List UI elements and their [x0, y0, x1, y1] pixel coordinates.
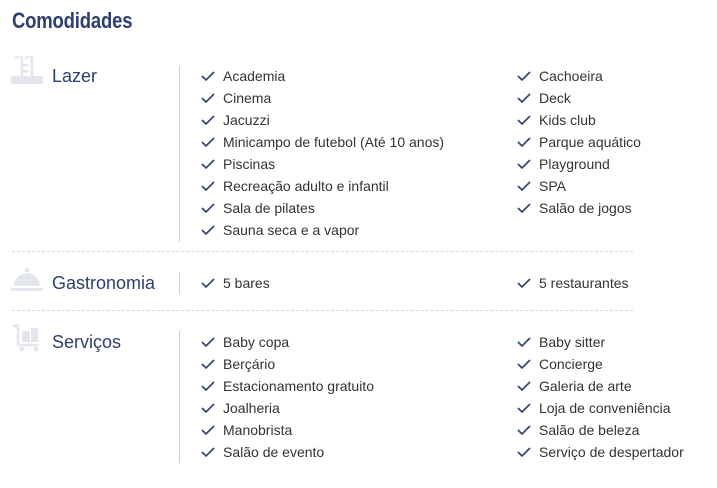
section-separator [12, 251, 633, 252]
amenity-list-right [517, 272, 629, 294]
list-item [517, 197, 641, 219]
check-icon [517, 358, 531, 370]
pool-ladder-icon [11, 56, 43, 84]
list-item [201, 419, 374, 441]
check-icon [517, 180, 531, 192]
amenity-name: Sala de pilates [223, 200, 315, 216]
list-item [517, 131, 641, 153]
food-cloche-icon [11, 265, 43, 293]
category-label-servicos: Serviços [52, 332, 122, 352]
list-item [201, 272, 270, 294]
amenity-name: Salão de beleza [539, 422, 640, 438]
amenity-name: 5 bares [223, 275, 270, 291]
list-item [517, 65, 641, 87]
list-item [201, 197, 444, 219]
list-item [517, 153, 641, 175]
check-icon [201, 136, 215, 148]
check-icon [517, 70, 531, 82]
amenity-list-left [201, 331, 374, 463]
check-icon [517, 202, 531, 214]
amenity-name: Playground [539, 156, 610, 172]
check-icon [201, 358, 215, 370]
amenity-list-right [517, 65, 641, 219]
list-item [201, 375, 374, 397]
check-icon [517, 92, 531, 104]
amenity-list-left [201, 272, 270, 294]
amenity-name: Salão de jogos [539, 200, 632, 216]
amenity-list-left [201, 65, 444, 241]
amenity-name: Cachoeira [539, 68, 603, 84]
amenity-name: 5 restaurantes [539, 275, 629, 291]
luggage-cart-icon [11, 324, 43, 352]
check-icon [517, 114, 531, 126]
check-icon [517, 136, 531, 148]
amenity-name: Galeria de arte [539, 378, 632, 394]
check-icon [201, 92, 215, 104]
list-item [517, 175, 641, 197]
amenity-name: Baby sitter [539, 334, 606, 350]
amenity-name: Cinema [223, 90, 272, 106]
check-icon [517, 402, 531, 414]
check-icon [517, 277, 531, 289]
amenity-name: Recreação adulto e infantil [223, 178, 389, 194]
list-item [201, 441, 374, 463]
check-icon [201, 114, 215, 126]
list-item [201, 397, 374, 419]
amenity-name: Academia [223, 68, 286, 84]
list-item [201, 175, 444, 197]
list-item [201, 219, 444, 241]
list-item [517, 441, 684, 463]
list-item [517, 397, 684, 419]
list-item [517, 109, 641, 131]
amenity-name: Deck [539, 90, 571, 106]
amenity-name: Serviço de despertador [539, 444, 684, 460]
amenity-name: Jacuzzi [223, 112, 270, 128]
check-icon [201, 402, 215, 414]
amenity-name: Berçário [223, 356, 276, 372]
list-item [201, 87, 444, 109]
category-label-gastronomia: Gastronomia [52, 273, 156, 293]
list-item [201, 65, 444, 87]
amenity-name: Piscinas [223, 156, 276, 172]
check-icon [201, 446, 215, 458]
amenity-name: Minicampo de futebol (Até 10 anos) [223, 134, 445, 150]
check-icon [201, 158, 215, 170]
amenity-name: Manobrista [223, 422, 293, 438]
list-item [517, 375, 684, 397]
list-item [201, 109, 444, 131]
check-icon [201, 70, 215, 82]
check-icon [517, 380, 531, 392]
amenity-name: Parque aquático [539, 134, 641, 150]
list-item [201, 331, 374, 353]
amenity-name: SPA [539, 178, 566, 194]
check-icon [517, 158, 531, 170]
list-item [517, 331, 684, 353]
list-item [517, 272, 629, 294]
list-item [201, 153, 444, 175]
amenity-name: Baby copa [223, 334, 290, 350]
list-item [517, 87, 641, 109]
amenity-name: Concierge [539, 356, 603, 372]
amenity-name: Loja de conveniência [539, 400, 671, 416]
list-item [517, 353, 684, 375]
list-item [517, 419, 684, 441]
page-title: Comodidades [12, 8, 133, 33]
section-divider [179, 272, 180, 294]
category-label-lazer: Lazer [52, 66, 98, 86]
section-divider [179, 331, 180, 463]
check-icon [517, 336, 531, 348]
check-icon [201, 336, 215, 348]
amenity-name: Sauna seca e a vapor [223, 222, 360, 238]
amenity-name: Kids club [539, 112, 596, 128]
check-icon [201, 277, 215, 289]
list-item [201, 131, 444, 153]
check-icon [201, 380, 215, 392]
check-icon [517, 446, 531, 458]
amenity-name: Joalheria [223, 400, 280, 416]
list-item [201, 353, 374, 375]
section-divider [179, 66, 180, 242]
amenity-name: Salão de evento [223, 444, 325, 460]
section-separator [12, 310, 633, 311]
check-icon [517, 424, 531, 436]
check-icon [201, 180, 215, 192]
amenity-list-right [517, 331, 684, 463]
check-icon [201, 202, 215, 214]
amenity-name: Estacionamento gratuito [223, 378, 374, 394]
check-icon [201, 424, 215, 436]
check-icon [201, 224, 215, 236]
